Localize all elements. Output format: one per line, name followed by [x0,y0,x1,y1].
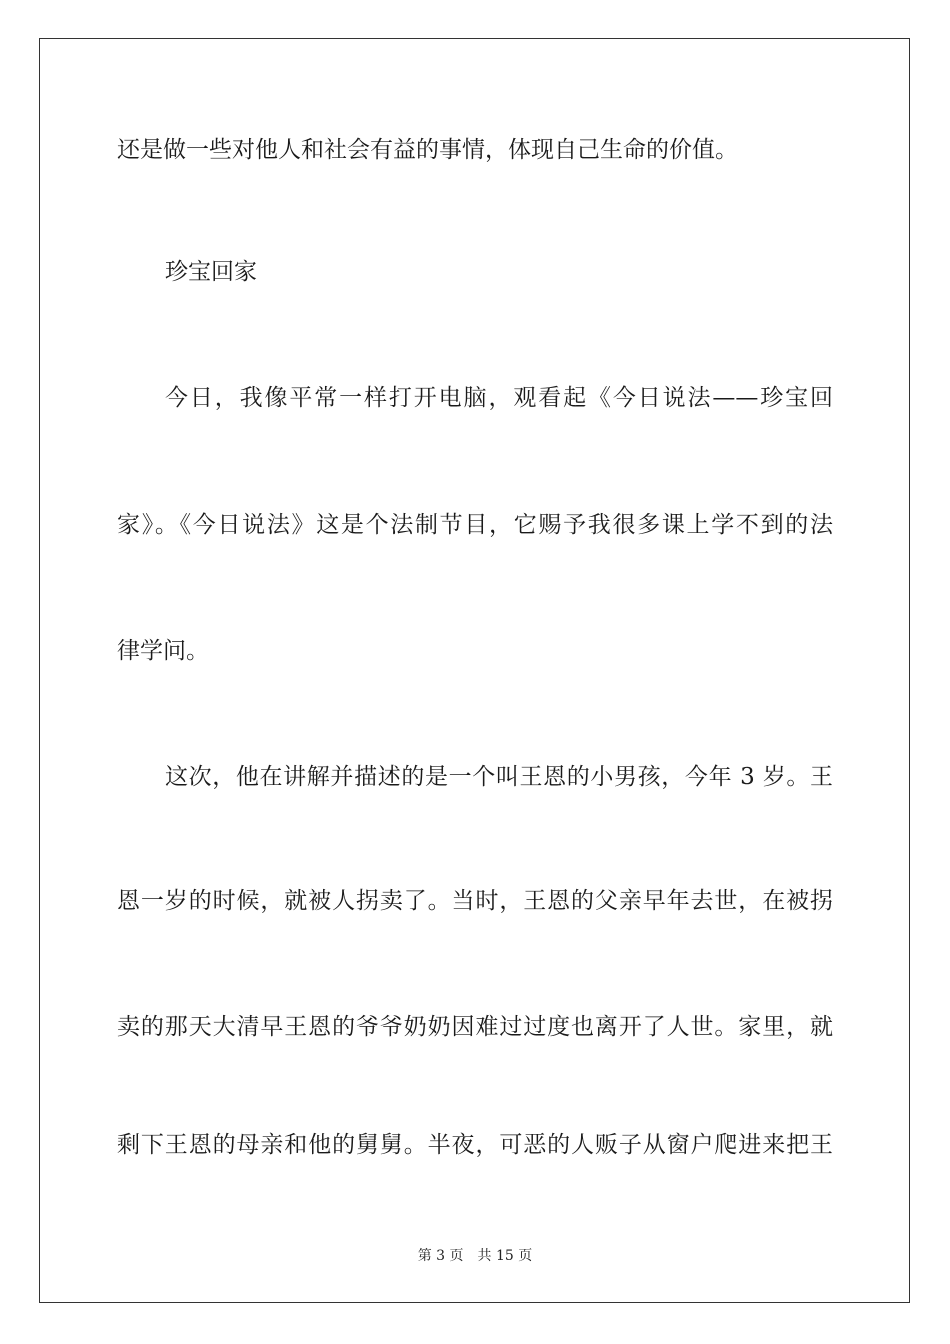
paragraph-line-5: 律学问。 [117,638,209,664]
paragraph-line-3: 今日，我像平常一样打开电脑，观看起《今日说法——珍宝回 [165,385,833,411]
page-footer [0,1246,950,1266]
total-pages: 共 15 页 [477,1248,533,1264]
page-border [39,38,910,1303]
paragraph-line-1: 还是做一些对他人和社会有益的事情，体现自己生命的价值。 [117,137,738,163]
paragraph-line-9: 剩下王恩的母亲和他的舅舅。半夜，可恶的人贩子从窗户爬进来把王 [117,1132,833,1158]
section-title: 珍宝回家 [165,259,257,285]
paragraph-line-4: 家》。《今日说法》这是个法制节目，它赐予我很多课上学不到的法 [117,512,833,538]
paragraph-line-6: 这次，他在讲解并描述的是一个叫王恩的小男孩，今年 3 岁。王 [165,764,833,790]
page-number: 第 3 页 [417,1248,464,1264]
paragraph-line-8: 卖的那天大清早王恩的爷爷奶奶因难过过度也离开了人世。家里，就 [117,1014,833,1040]
paragraph-line-7: 恩一岁的时候，就被人拐卖了。当时，王恩的父亲早年去世，在被拐 [117,888,833,914]
